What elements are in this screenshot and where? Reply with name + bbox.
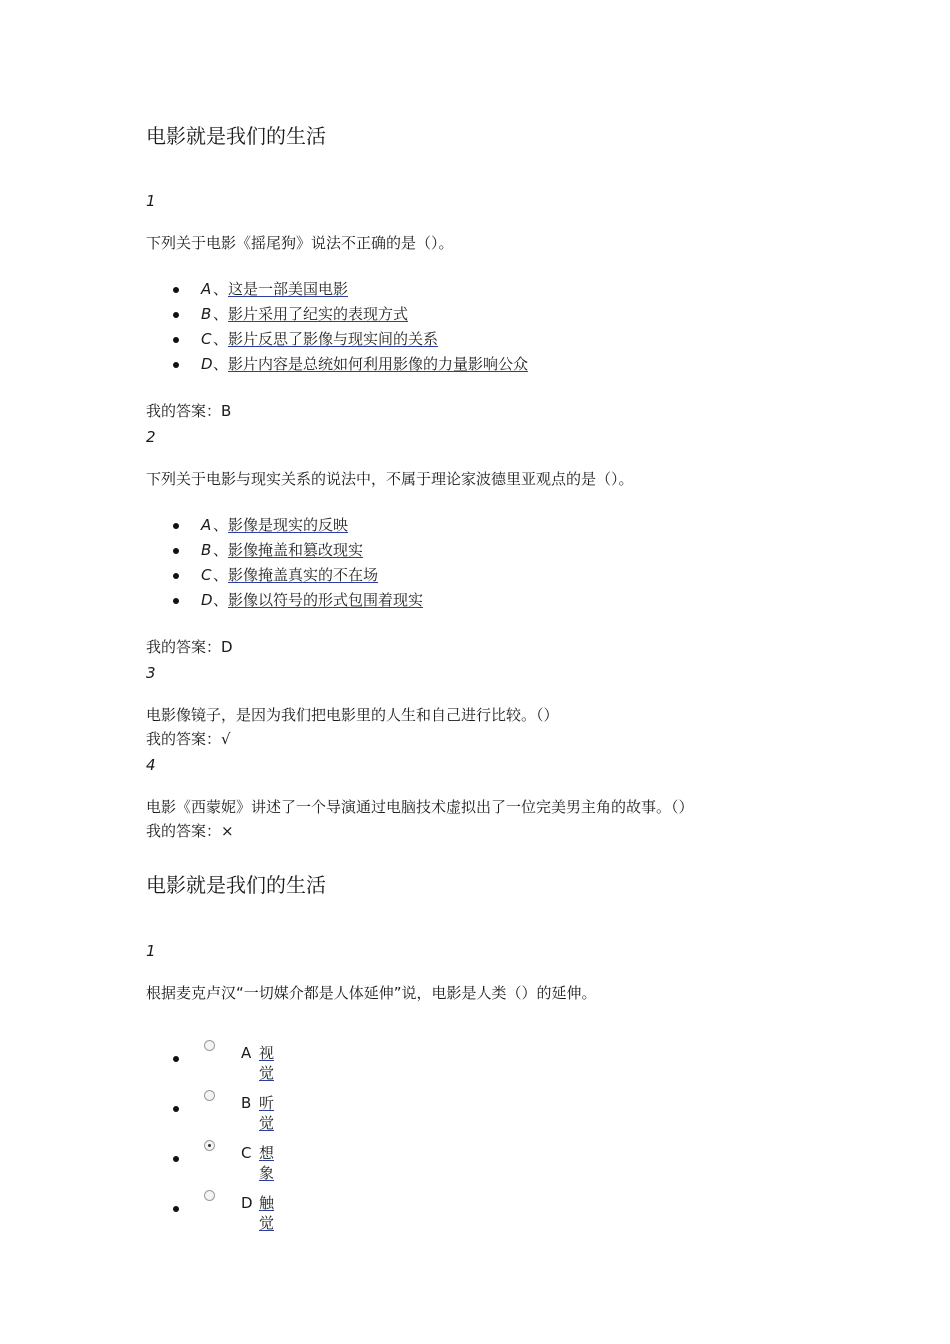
bullet-icon [173, 312, 179, 318]
option-link[interactable]: 影像是现实的反映 [228, 516, 349, 534]
question-text: 下列关于电影与现实关系的说法中，不属于理论家波德里亚观点的是（）。 [146, 470, 634, 488]
question-text: 下列关于电影《摇尾狗》说法不正确的是（）。 [146, 234, 454, 252]
radio-button[interactable] [204, 1040, 215, 1051]
bullet-icon [173, 1156, 179, 1162]
bullet-icon [173, 1206, 179, 1212]
option-letter: B [201, 541, 212, 559]
question-number: 4 [146, 756, 156, 774]
question-number: 1 [146, 192, 156, 210]
bullet-icon [173, 287, 179, 293]
option-letter: C [201, 566, 212, 584]
my-answer: 我的答案：D [146, 638, 233, 656]
radio-button[interactable] [204, 1090, 215, 1101]
option-letter: B [201, 305, 212, 323]
option-link[interactable]: 影像掩盖和篡改现实 [228, 541, 364, 559]
my-answer: 我的答案：√ [146, 730, 231, 748]
question-number: 3 [146, 664, 156, 682]
bullet-icon [173, 573, 179, 579]
option-link[interactable]: 影像以符号的形式包围着现实 [228, 591, 424, 609]
question-text: 根据麦克卢汉“一切媒介都是人体延伸”说，电影是人类（）的延伸。 [146, 984, 597, 1002]
radio-button[interactable] [204, 1190, 215, 1201]
bullet-icon [173, 362, 179, 368]
option-letter: D [241, 1194, 253, 1212]
option-letter: B [241, 1094, 252, 1112]
question-text: 电影《西蒙妮》讲述了一个导演通过电脑技术虚拟出了一位完美男主角的故事。（） [146, 798, 694, 816]
option-letter: D [201, 591, 213, 609]
option-link[interactable]: 影片采用了纪实的表现方式 [228, 305, 409, 323]
option-letter: C [201, 330, 212, 348]
bullet-icon [173, 598, 179, 604]
option-link[interactable]: 影片内容是总统如何利用影像的力量影响公众 [228, 355, 529, 373]
option-link[interactable]: 听觉 [259, 1094, 275, 1132]
bullet-icon [173, 548, 179, 554]
my-answer: 我的答案：B [146, 402, 232, 420]
bullet-icon [173, 523, 179, 529]
option-link[interactable]: 影片反思了影像与现实间的关系 [228, 330, 439, 348]
question-number: 2 [146, 428, 156, 446]
my-answer: 我的答案：× [146, 822, 234, 840]
section-title: 电影就是我们的生活 [146, 873, 326, 897]
option-letter: A [201, 280, 212, 298]
option-link[interactable]: 视觉 [259, 1044, 275, 1082]
bullet-icon [173, 1056, 179, 1062]
bullet-icon [173, 1106, 179, 1112]
option-letter: A [201, 516, 212, 534]
option-letter: A [241, 1044, 252, 1062]
option-letter: C [241, 1144, 252, 1162]
option-link[interactable]: 想象 [259, 1144, 275, 1182]
option-link[interactable]: 这是一部美国电影 [228, 280, 349, 298]
bullet-icon [173, 337, 179, 343]
section-title: 电影就是我们的生活 [146, 124, 326, 148]
option-link[interactable]: 影像掩盖真实的不在场 [228, 566, 379, 584]
option-letter: D [201, 355, 213, 373]
radio-button-selected[interactable] [204, 1140, 215, 1151]
question-text: 电影像镜子，是因为我们把电影里的人生和自己进行比较。（） [146, 706, 559, 724]
option-link[interactable]: 触觉 [259, 1194, 275, 1232]
question-number: 1 [146, 942, 156, 960]
